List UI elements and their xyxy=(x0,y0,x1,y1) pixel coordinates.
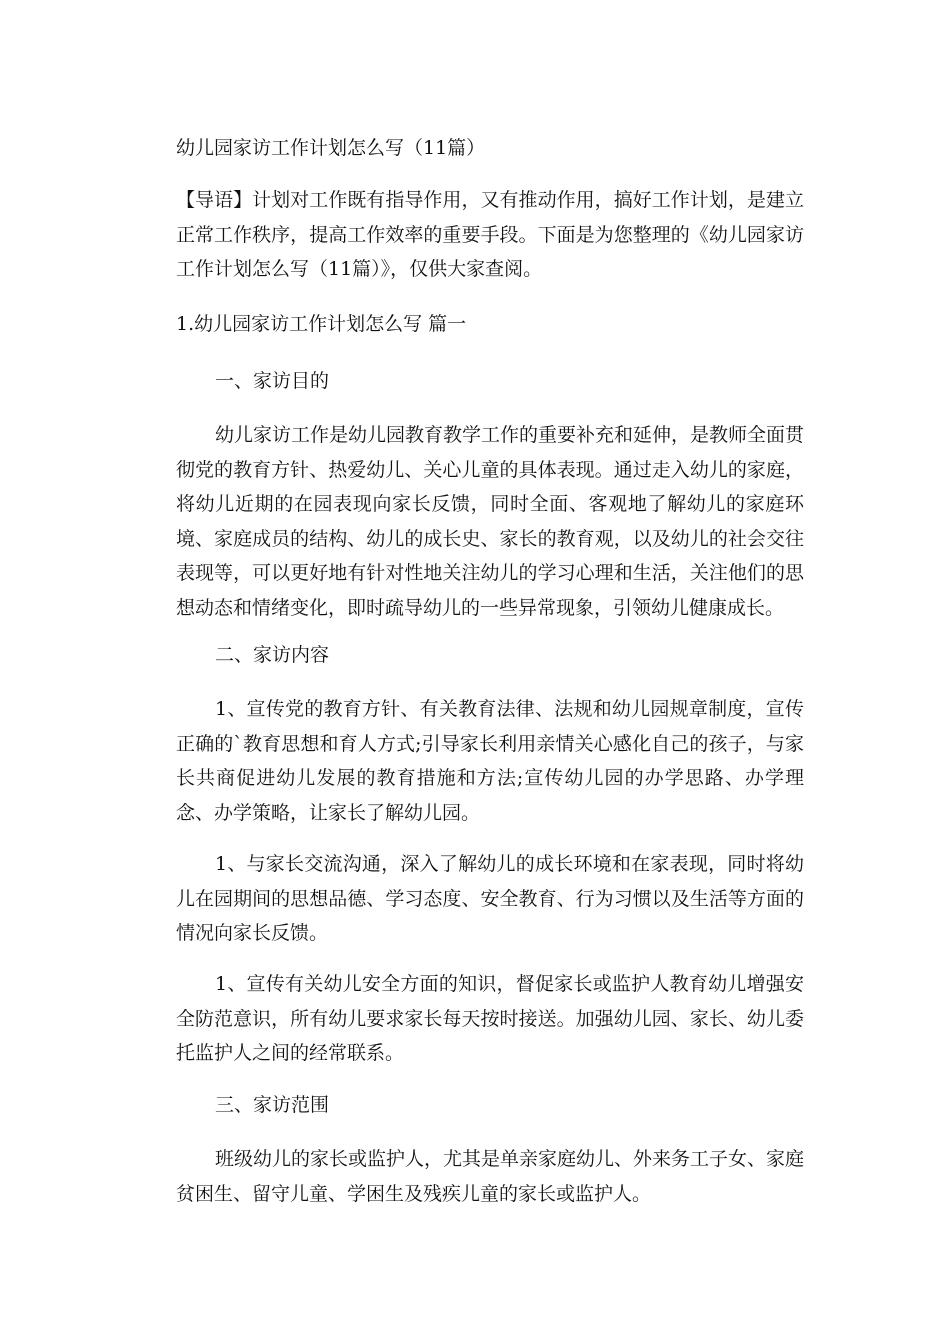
section-heading: 1.幼儿园家访工作计划怎么写 篇一 xyxy=(176,313,467,335)
purpose-paragraph: 幼儿家访工作是幼儿园教育教学工作的重要补充和延伸，是教师全面贯彻党的教育方针、热爱幼儿、关心儿童的具体表现。通过走入幼儿的家庭，将幼儿近期的在园表现向家长反馈，同时全面、客观地了解幼儿的家庭环境、家庭成员的结构、幼儿的成长史、家长的教育观，以及幼儿的社会交往表现等，可以更好地有针对性地关注幼儿的学习心理和生活，关注他们的思想动态和情绪变化，即时疏导幼儿的一些异常现象，引领幼儿健康成长。 xyxy=(176,424,805,619)
content-paragraph-1: 1、宣传党的教育方针、有关教育法律、法规和幼儿园规章制度，宣传正确的`教育思想和育人方式;引导家长利用亲情关心感化自己的孩子，与家长共商促进幼儿发展的教育措施和方法;宣传幼儿园的办学思路、办学理念、办学策略，让家长了解幼儿园。 xyxy=(176,698,804,824)
content-paragraph-3: 1、宣传有关幼儿安全方面的知识，督促家长或监护人教育幼儿增强安全防范意识，所有幼儿要求家长每天按时接送。加强幼儿园、家长、幼儿委托监护人之间的经常联系。 xyxy=(176,973,804,1064)
heading-purpose: 一、家访目的 xyxy=(215,370,330,392)
document-title: 幼儿园家访工作计划怎么写（11篇） xyxy=(176,137,486,159)
intro-paragraph: 【导语】计划对工作既有指导作用，又有推动作用，搞好工作计划，是建立正常工作秩序，提高工作效率的重要手段。下面是为您整理的《幼儿园家访工作计划怎么写（11篇）》，仅供大家查阅。 xyxy=(176,189,804,280)
scope-paragraph: 班级幼儿的家长或监护人，尤其是单亲家庭幼儿、外来务工子女、家庭贫困生、留守儿童、学困生及残疾儿童的家长或监护人。 xyxy=(176,1148,805,1205)
heading-content: 二、家访内容 xyxy=(215,644,330,666)
heading-scope: 三、家访范围 xyxy=(215,1094,330,1116)
content-paragraph-2: 1、与家长交流沟通，深入了解幼儿的成长环境和在家表现，同时将幼儿在园期间的思想品德、学习态度、安全教育、行为习惯以及生活等方面的情况向家长反馈。 xyxy=(176,853,804,944)
